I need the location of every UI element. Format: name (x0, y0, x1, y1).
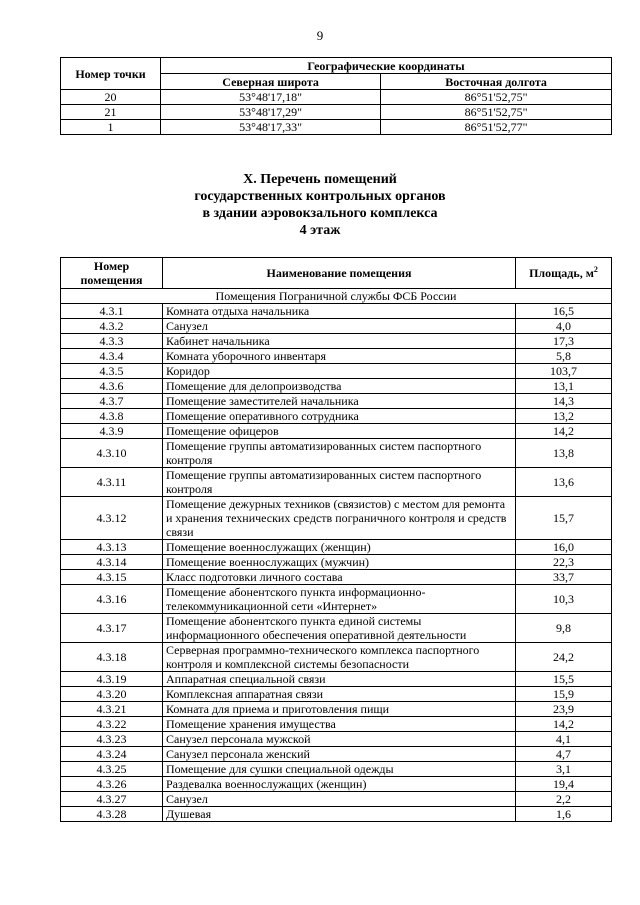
rooms-header-row (61, 258, 612, 289)
coordinate-lon-cell: 86°51'52,75" (381, 90, 612, 105)
room-row (61, 364, 612, 379)
room-row (61, 555, 612, 570)
room-row (61, 807, 612, 822)
room-row (61, 379, 612, 394)
coordinate-point-cell: 20 (61, 90, 161, 105)
coordinate-point-cell: 21 (61, 105, 161, 120)
coordinate-lat-cell: 53°48'17,33" (161, 120, 381, 135)
room-area-cell: 15,7 (516, 497, 612, 540)
room-name-cell: Комната уборочного инвентаря (163, 349, 516, 364)
room-area-cell: 4,0 (516, 319, 612, 334)
room-number-cell: 4.3.26 (61, 777, 163, 792)
coordinate-point-cell: 1 (61, 120, 161, 135)
room-name-cell: Комната отдыха начальника (163, 304, 516, 319)
room-name-cell: Коридор (163, 364, 516, 379)
geo-coordinates-header: Географические координаты (161, 58, 612, 74)
room-area-cell: 24,2 (516, 643, 612, 672)
room-row (61, 394, 612, 409)
room-number-cell: 4.3.11 (61, 468, 163, 497)
room-area-cell: 16,5 (516, 304, 612, 319)
room-name-cell: Помещение группы автоматизированных систем паспортного контроля (163, 439, 516, 468)
room-area-cell: 2,2 (516, 792, 612, 807)
room-row (61, 792, 612, 807)
room-name-cell: Раздевалка военнослужащих (женщин) (163, 777, 516, 792)
heading-line-4: 4 этаж (299, 223, 341, 238)
room-area-cell: 13,2 (516, 409, 612, 424)
room-row (61, 468, 612, 497)
room-name-cell: Помещение офицеров (163, 424, 516, 439)
room-name-cell: Помещение заместителей начальника (163, 394, 516, 409)
room-number-cell: 4.3.1 (61, 304, 163, 319)
room-number-cell: 4.3.22 (61, 717, 163, 732)
room-name-cell: Серверная программно-технического комплекса паспортного контроля и комплексной системы безопасности (163, 643, 516, 672)
room-area-cell: 9,8 (516, 614, 612, 643)
section-heading (0, 171, 640, 239)
room-row (61, 424, 612, 439)
coordinates-table (60, 57, 612, 135)
room-number-cell: 4.3.23 (61, 732, 163, 747)
heading-line-2: государственных контрольных органов (194, 189, 446, 204)
room-number-header: Номер помещения (61, 258, 163, 289)
room-number-cell: 4.3.21 (61, 702, 163, 717)
room-area-cell: 3,1 (516, 762, 612, 777)
room-row (61, 319, 612, 334)
room-row (61, 672, 612, 687)
room-number-cell: 4.3.10 (61, 439, 163, 468)
room-name-cell: Помещение военнослужащих (мужчин) (163, 555, 516, 570)
room-area-cell: 15,9 (516, 687, 612, 702)
room-number-cell: 4.3.19 (61, 672, 163, 687)
rooms-body (61, 304, 612, 822)
rooms-table (60, 257, 612, 822)
room-number-cell: 4.3.25 (61, 762, 163, 777)
room-area-cell: 4,1 (516, 732, 612, 747)
room-area-header (516, 258, 612, 289)
room-name-cell: Душевая (163, 807, 516, 822)
room-area-cell: 17,3 (516, 334, 612, 349)
latitude-header: Северная широта (161, 74, 381, 90)
room-area-cell: 19,4 (516, 777, 612, 792)
room-row (61, 687, 612, 702)
room-number-cell: 4.3.15 (61, 570, 163, 585)
room-number-cell: 4.3.28 (61, 807, 163, 822)
room-area-cell: 15,5 (516, 672, 612, 687)
page-number: 9 (316, 28, 324, 43)
room-number-cell: 4.3.27 (61, 792, 163, 807)
room-area-cell: 16,0 (516, 540, 612, 555)
room-name-header: Наименование помещения (163, 258, 516, 289)
room-row (61, 334, 612, 349)
rooms-section-title: Помещения Пограничной службы ФСБ России (61, 289, 612, 304)
room-name-cell: Аппаратная специальной связи (163, 672, 516, 687)
coordinate-lat-cell: 53°48'17,18" (161, 90, 381, 105)
room-row (61, 349, 612, 364)
room-number-cell: 4.3.8 (61, 409, 163, 424)
room-area-cell: 103,7 (516, 364, 612, 379)
room-number-cell: 4.3.12 (61, 497, 163, 540)
room-name-cell: Помещение для делопроизводства (163, 379, 516, 394)
room-number-cell: 4.3.9 (61, 424, 163, 439)
coordinates-row (61, 120, 612, 135)
room-number-cell: 4.3.6 (61, 379, 163, 394)
room-number-cell: 4.3.5 (61, 364, 163, 379)
room-area-cell: 10,3 (516, 585, 612, 614)
coordinates-row (61, 90, 612, 105)
room-number-cell: 4.3.24 (61, 747, 163, 762)
room-row (61, 304, 612, 319)
rooms-section-row (61, 289, 612, 304)
room-row (61, 747, 612, 762)
room-name-cell: Помещение абонентского пункта информационно-телекоммуникационной сети «Интернет» (163, 585, 516, 614)
room-number-cell: 4.3.7 (61, 394, 163, 409)
room-row (61, 762, 612, 777)
room-number-cell: 4.3.2 (61, 319, 163, 334)
room-name-cell: Санузел персонала женский (163, 747, 516, 762)
coordinates-body (61, 90, 612, 135)
room-name-cell: Помещение для сушки специальной одежды (163, 762, 516, 777)
room-area-cell: 14,2 (516, 717, 612, 732)
coordinate-lon-cell: 86°51'52,77" (381, 120, 612, 135)
longitude-header: Восточная долгота (381, 74, 612, 90)
room-name-cell: Класс подготовки личного состава (163, 570, 516, 585)
room-row (61, 570, 612, 585)
room-number-cell: 4.3.18 (61, 643, 163, 672)
room-area-cell: 14,2 (516, 424, 612, 439)
coordinates-row (61, 105, 612, 120)
room-area-header-sup: 2 (593, 265, 598, 274)
heading-line-1: X. Перечень помещений (243, 172, 397, 187)
room-number-cell: 4.3.16 (61, 585, 163, 614)
room-area-cell: 1,6 (516, 807, 612, 822)
room-name-cell: Санузел персонала мужской (163, 732, 516, 747)
room-area-cell: 23,9 (516, 702, 612, 717)
room-name-cell: Помещение оперативного сотрудника (163, 409, 516, 424)
coordinate-lon-cell: 86°51'52,75" (381, 105, 612, 120)
room-area-cell: 5,8 (516, 349, 612, 364)
room-name-cell: Комната для приема и приготовления пищи (163, 702, 516, 717)
room-name-cell: Санузел (163, 319, 516, 334)
room-row (61, 585, 612, 614)
room-number-cell: 4.3.13 (61, 540, 163, 555)
room-name-cell: Комплексная аппаратная связи (163, 687, 516, 702)
room-row (61, 717, 612, 732)
room-name-cell: Кабинет начальника (163, 334, 516, 349)
room-area-header-label: Площадь, м (529, 266, 594, 280)
room-row (61, 702, 612, 717)
room-name-cell: Помещение хранения имущества (163, 717, 516, 732)
point-number-header: Номер точки (61, 58, 161, 90)
room-row (61, 614, 612, 643)
room-name-cell: Помещение дежурных техников (связистов) с местом для ремонта и хранения технических средств пограничного контроля и средств связи (163, 497, 516, 540)
room-name-cell: Помещение группы автоматизированных систем паспортного контроля (163, 468, 516, 497)
room-row (61, 732, 612, 747)
room-number-cell: 4.3.14 (61, 555, 163, 570)
room-row (61, 409, 612, 424)
heading-line-3: в здании аэровокзального комплекса (202, 206, 438, 221)
room-area-cell: 4,7 (516, 747, 612, 762)
room-name-cell: Помещение военнослужащих (женщин) (163, 540, 516, 555)
room-number-cell: 4.3.4 (61, 349, 163, 364)
room-number-cell: 4.3.20 (61, 687, 163, 702)
room-area-cell: 13,8 (516, 439, 612, 468)
coordinate-lat-cell: 53°48'17,29" (161, 105, 381, 120)
room-number-cell: 4.3.3 (61, 334, 163, 349)
room-row (61, 439, 612, 468)
room-number-cell: 4.3.17 (61, 614, 163, 643)
coordinates-header-row (61, 58, 612, 74)
room-row (61, 540, 612, 555)
room-area-cell: 33,7 (516, 570, 612, 585)
room-row (61, 497, 612, 540)
room-row (61, 777, 612, 792)
room-name-cell: Санузел (163, 792, 516, 807)
room-area-cell: 14,3 (516, 394, 612, 409)
room-area-cell: 22,3 (516, 555, 612, 570)
room-area-cell: 13,1 (516, 379, 612, 394)
room-area-cell: 13,6 (516, 468, 612, 497)
room-name-cell: Помещение абонентского пункта единой системы информационного обеспечения оперативной деятельности (163, 614, 516, 643)
room-row (61, 643, 612, 672)
